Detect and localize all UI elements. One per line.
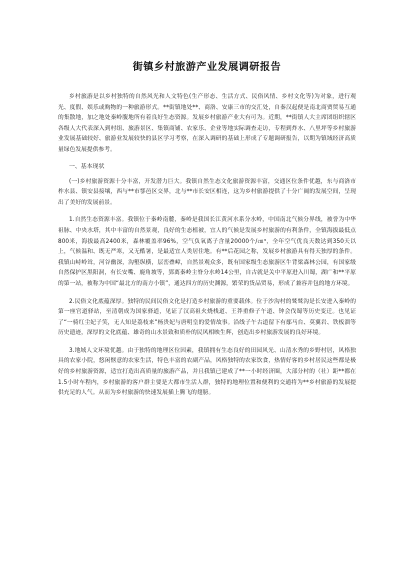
paragraph-regional-environment: 3.地域人文环境优越。由于独特的地理区位因素，我镇拥有生态良好的田园风光、山清水秀的乡野村居，风格独具的农家小院，悠闲惬意的农家生活，特色丰富的农副产品，风格独特的农家饮食，热情好客的乡村居民这些都是极好的乡村旅游资源，适宜打造出高质量的旅游产品，并且我镇已建成了**一小时经济圈，大部分村的（社）距**都在1.5小时车程内，乡村旅游的客户群主要是大都市生活人群，独特的地理位置和便利的交通将为**乡村旅游的发展提供充足的人气。从而为乡村旅游的快速发展插上腾飞的翅膀。 <box>58 347 356 397</box>
intro-paragraph: 乡村旅游是以乡村独特的自然风光和人文特色(生产形态、生活方式、民俗风情、乡村文化等)为对象，进行观光、度假、娱乐或购物的一种旅游形式。**街镇地处**、商洛、安康三市的交汇处，自秦汉起便是南北商贾贸易互通的集散地，加之地处秦岭腹地所有着良好生态资源。发展乡村旅游产业大有可为。近期，**街镇人大主席团组织辖区各级人大代表深入到村组、旅游景区、集镇商铺、农家乐、企业等地实际调查走访，专程到炸水、八里坪等乡村旅游业发展基础较好、旅游业发展较快的县区学习考察，在深入调研的基础上形成了专题调研报告，以期为镇域经济高质量绿色发展提供参考。 <box>58 94 356 153</box>
paragraph-nature: 1.自然生态资源丰富。我镇位于秦岭南麓，秦岭是我国长江黄河水系分水岭，中国南北气候分界线，被誉为中华祖脉、中央水塔，其中丰富的自然景观，良好的生态植被，宜人的气候是发展乡村旅游的有利条件，全镇海拔最低点800米，海拔最高2400米，森林覆盖率96%，空气负氧离子含量20000个/㎝³，全年空气优良天数达到350天以上，气候温和、既无严寒，又无酷暑，是最适宜人类居住地。有**后花园之称，发展乡村旅游具有得天独厚的条件。我镇山峙岭耸，河谷幽深，沟壑纵横，层峦叠嶂，自然景观众多，既有国家级生态旅游区牛背梁森林公园，有国家级自然保护区黑阳洞，有长安嘴、鹿角坡等，郢离秦岭主脊分水岭14公里，自古就是关中平原进入川蜀，湖广和**平原的第一站，被称为中国“最北方的南方小镇”，通达四方的历史渊源，繁荣的货品贸易，形成了兼容并包的地方环境。 <box>58 217 356 287</box>
document-title: 街镇乡村旅游产业发展调研报告 <box>132 62 282 73</box>
paragraph-resources: (一)乡村旅游资源十分丰富，开发潜力巨大。我镇自然生态文化旅游资源丰富，交通区位条件优越，东与商洛市柞水县、镇安县接壤，西与**市鄠邑区交界，北与**市长安区相连，这为乡村旅游提供了十分广阔的发展空间，呈现出了美好的发展前景。 <box>58 178 356 206</box>
section-heading: 一、基本现状 <box>69 163 105 170</box>
paragraph-folk-culture: 2.民俗文化底蕴深厚。独特的民间民俗文化是打造乡村旅游的重要载体。位于沙沟村的鹫鹫沟是长安进入秦岭的第一座官道驿站，至清朝成为国家驿道，见证了汉高祖火烧栈道、王莽重修子午道、钟会伐蜀等历史变迁。也见证了“一骑红尘妃子笑，无人知是荔枝来”杨贵妃与唐明皇的爱情故事。沿线子午古道留下有鄢马台、莫翼岩、铁板溜等历史遗迹，深厚的文化底蕴、雄奇的山水景致和质朴的民风相映生辉，创造出乡村旅游发展的良好环境。 <box>58 298 356 337</box>
